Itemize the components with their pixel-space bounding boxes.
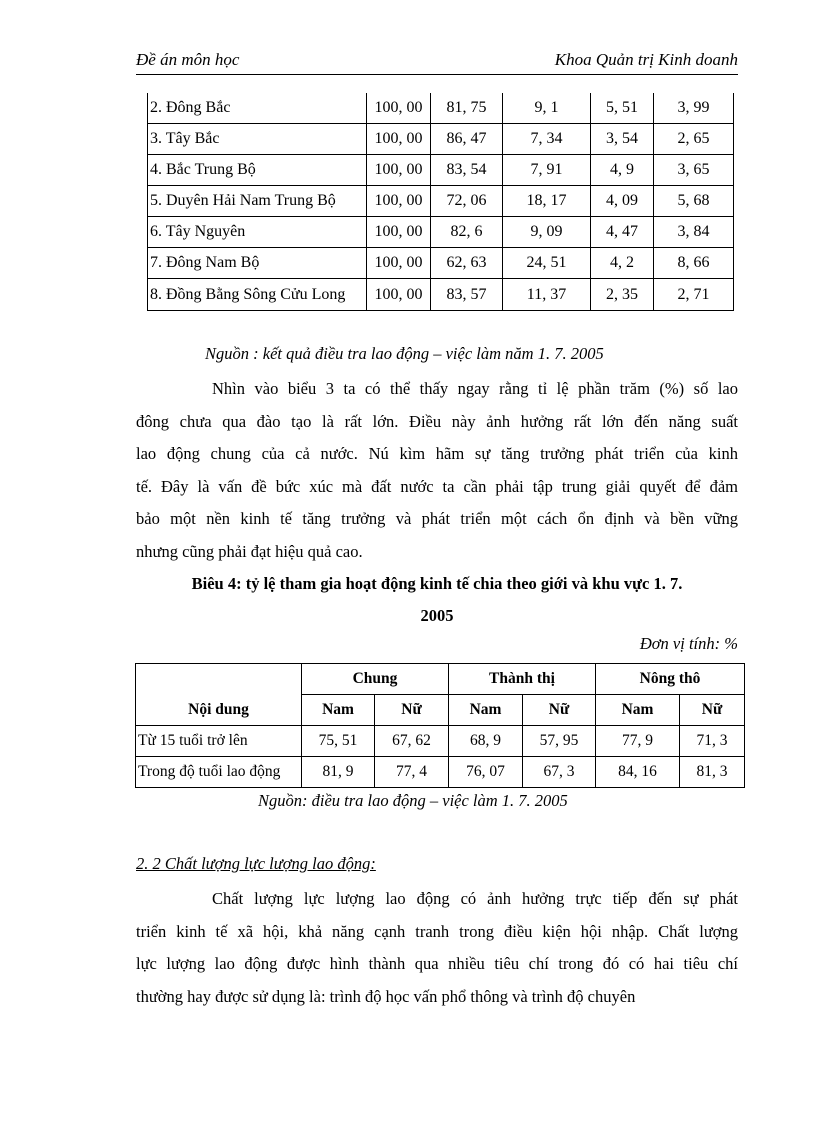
table-cell: 100, 00 [367, 217, 431, 248]
paragraph-1-line: Nhìn vào biểu 3 ta có thể thấy ngay rằng tỉ lệ phần trăm (%) số lao [212, 379, 738, 398]
table-cell: 100, 00 [367, 279, 431, 311]
region-label: 8. Đồng Bằng Sông Cửu Long [148, 279, 367, 311]
table-cell: 100, 00 [367, 186, 431, 217]
table-cell: 5, 68 [654, 186, 734, 217]
row-header-cell: Nội dung [136, 664, 302, 726]
sub-header: Nam [302, 695, 375, 726]
table-cell: 100, 00 [367, 124, 431, 155]
header-left-text: Đề án môn học [136, 50, 240, 69]
paragraph-1-line: đông chưa qua đào tạo là rất lớn. Điều này ảnh hưởng rất lớn đến năng suất [136, 411, 738, 431]
table-cell: 77, 9 [596, 726, 680, 757]
table-cell: 57, 95 [523, 726, 596, 757]
table-cell: 67, 62 [375, 726, 449, 757]
table-cell: 11, 37 [503, 279, 591, 311]
table-cell: 9, 09 [503, 217, 591, 248]
table-cell: 62, 63 [431, 248, 503, 279]
table-cell: 82, 6 [431, 217, 503, 248]
table-cell: 75, 51 [302, 726, 375, 757]
sub-header: Nam [449, 695, 523, 726]
table-cell: 86, 47 [431, 124, 503, 155]
table-cell: 68, 9 [449, 726, 523, 757]
table-cell: 3, 84 [654, 217, 734, 248]
table-cell: 67, 3 [523, 757, 596, 788]
table2-title-line: 2005 [420, 606, 454, 625]
region-label: 3. Tây Bắc [148, 124, 367, 155]
paragraph-2-line: thường hay được sử dụng là: trình độ học vấn phổ thông và trình độ chuyên [136, 986, 636, 1006]
table-cell: 100, 00 [367, 155, 431, 186]
table-cell: 81, 3 [680, 757, 745, 788]
group-header: Nông thô [596, 664, 745, 695]
table-cell: 76, 07 [449, 757, 523, 788]
table-cell: 5, 51 [591, 93, 654, 124]
table-row [148, 248, 734, 279]
paragraph-1-line: tế. Đây là vấn đề bức xúc mà đất nước ta cần phải tập trung giải quyết để đảm [136, 476, 738, 496]
table2-source: Nguồn: điều tra lao động – việc làm 1. 7. 2005 [258, 791, 568, 810]
table-row [148, 155, 734, 186]
page-header [136, 48, 738, 75]
region-label: 7. Đông Nam Bộ [148, 248, 367, 279]
table-cell: 3, 65 [654, 155, 734, 186]
table-cell: 3, 54 [591, 124, 654, 155]
paragraph-1 [136, 373, 738, 568]
table-row [136, 726, 745, 757]
table-cell: 83, 54 [431, 155, 503, 186]
table-cell: 8, 66 [654, 248, 734, 279]
group-header: Chung [302, 664, 449, 695]
table1-source: Nguồn : kết quả điều tra lao động – việc làm năm 1. 7. 2005 [205, 344, 604, 363]
table-cell: 2, 71 [654, 279, 734, 311]
table-cell: 3, 99 [654, 93, 734, 124]
paragraph-1-line: nhưng cũng phải đạt hiệu quả cao. [136, 541, 363, 561]
header-right-text: Khoa Quản trị Kinh doanh [554, 50, 738, 69]
table-cell: 83, 57 [431, 279, 503, 311]
table-cell: 71, 3 [680, 726, 745, 757]
table-cell: 84, 16 [596, 757, 680, 788]
paragraph-1-line: lao động chung của cả nước. Nú kìm hãm sự tăng trưởng phát triển của kinh [136, 444, 738, 463]
table-cell: 4, 09 [591, 186, 654, 217]
section-heading: 2. 2 Chất lượng lực lượng lao động: [136, 854, 376, 873]
table-cell: 2, 65 [654, 124, 734, 155]
region-label: 2. Đông Bắc [148, 93, 367, 124]
table-cell: 18, 17 [503, 186, 591, 217]
table-cell: 77, 4 [375, 757, 449, 788]
group-header: Thành thị [449, 664, 596, 695]
table-cell: 4, 9 [591, 155, 654, 186]
unit-label: Đơn vị tính: % [639, 634, 738, 653]
table-cell: 100, 00 [367, 93, 431, 124]
table-cell: 4, 47 [591, 217, 654, 248]
table-row [136, 757, 745, 788]
row-label: Từ 15 tuổi trở lên [136, 726, 302, 757]
table-cell: 7, 34 [503, 124, 591, 155]
table-cell: 24, 51 [503, 248, 591, 279]
sub-header: Nữ [375, 695, 449, 726]
paragraph-2-line: triển kinh tế xã hội, khả năng cạnh tranh trong điều kiện hội nhập. Chất lượng [136, 921, 738, 941]
paragraph-1-line: bảo một nền kinh tế tăng trưởng và phát triển một cách ổn định và bền vững [136, 509, 738, 528]
participation-table [135, 663, 745, 788]
sub-header: Nữ [523, 695, 596, 726]
table-cell: 100, 00 [367, 248, 431, 279]
table2-title-line: Biêu 4: tỷ lệ tham gia hoạt động kinh tế chia theo giới và khu vực 1. 7. [191, 574, 683, 593]
regional-table [147, 93, 734, 311]
table-cell: 81, 75 [431, 93, 503, 124]
table-row [148, 186, 734, 217]
table-row [148, 279, 734, 311]
table-cell: 2, 35 [591, 279, 654, 311]
table2-title [136, 568, 738, 632]
region-label: 6. Tây Nguyên [148, 217, 367, 248]
paragraph-2-line: Chất lượng lực lượng lao động có ảnh hưởng trực tiếp đến sự phát [212, 889, 738, 908]
table-cell: 4, 2 [591, 248, 654, 279]
table-row [148, 124, 734, 155]
table-cell: 72, 06 [431, 186, 503, 217]
paragraph-2 [136, 883, 738, 1013]
sub-header: Nam [596, 695, 680, 726]
region-label: 4. Bắc Trung Bộ [148, 155, 367, 186]
row-label: Trong độ tuổi lao động [136, 757, 302, 788]
table-cell: 7, 91 [503, 155, 591, 186]
table-row [148, 217, 734, 248]
sub-header: Nữ [680, 695, 745, 726]
table-cell: 81, 9 [302, 757, 375, 788]
table-row [148, 93, 734, 124]
region-label: 5. Duyên Hải Nam Trung Bộ [148, 186, 367, 217]
table-cell: 9, 1 [503, 93, 591, 124]
paragraph-2-line: lực lượng lao động được hình thành qua nhiều tiêu chí trong đó có hai tiêu chí [136, 954, 738, 973]
